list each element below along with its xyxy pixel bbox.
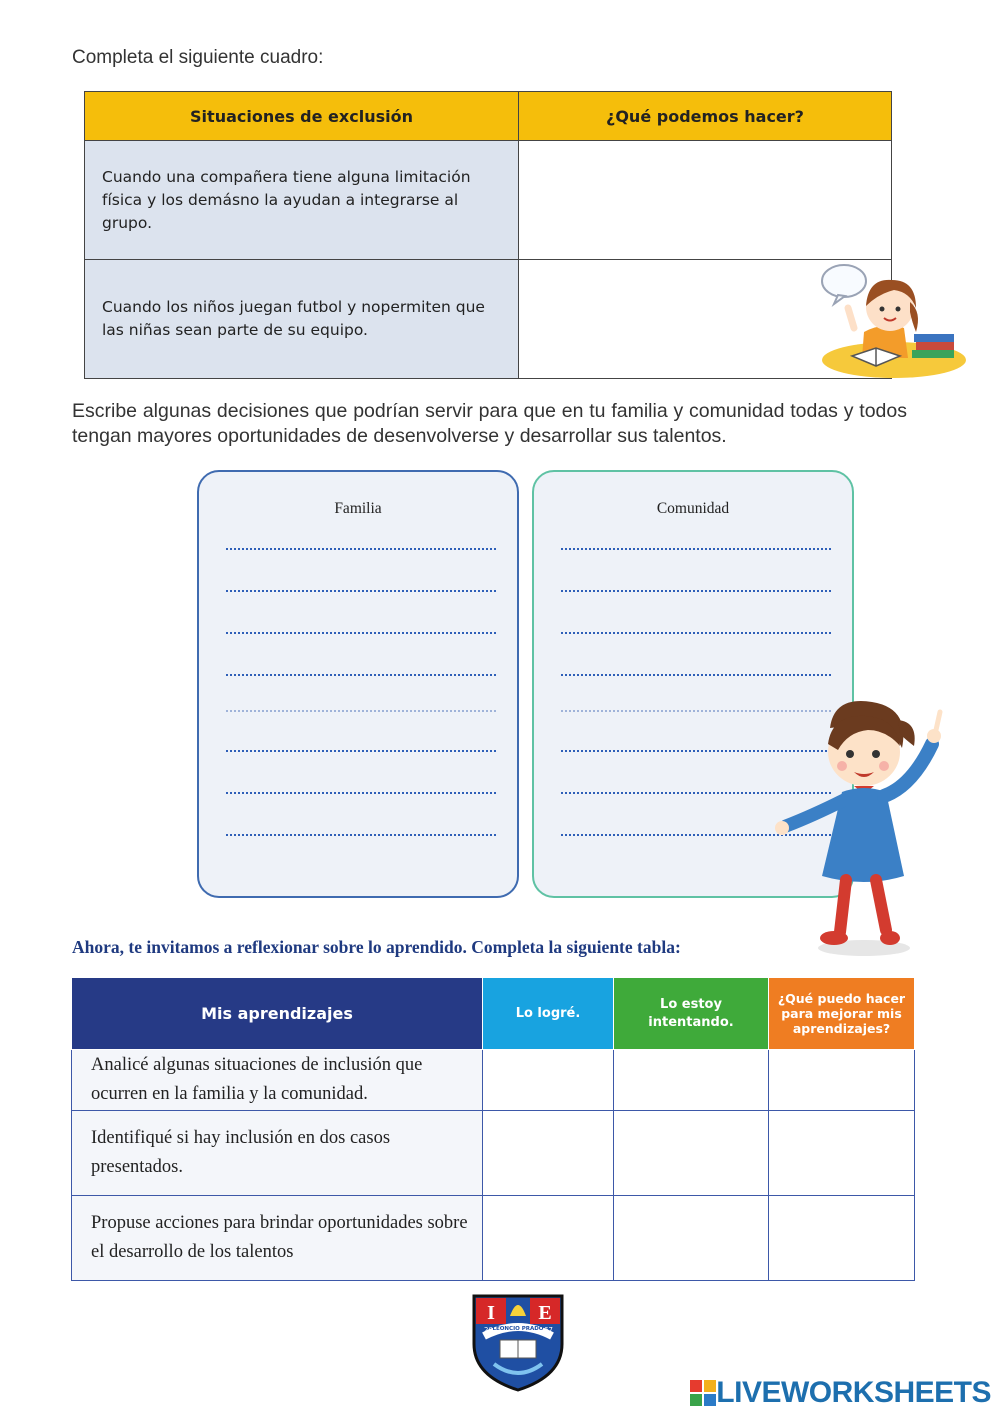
learning-item-1: Analicé algunas situaciones de inclusión que ocurren en la familia y la comunidad. [72, 1050, 483, 1111]
improve-cell-1[interactable] [769, 1050, 915, 1111]
trying-cell-3[interactable] [614, 1196, 769, 1281]
exclusion-table [84, 91, 892, 379]
family-line-5[interactable] [226, 710, 496, 712]
family-title: Familia [334, 500, 382, 517]
instruction-complete-table: Completa el siguiente cuadro: [72, 47, 324, 68]
header-improve: ¿Qué puedo hacer para mejorar mis aprendizajes? [769, 978, 915, 1050]
crest-year-right: 67 [544, 1326, 553, 1334]
answer-field-1[interactable] [519, 141, 892, 260]
liveworksheets-watermark [690, 1376, 991, 1410]
crest-year-left: 20 [484, 1326, 493, 1334]
situation-1: Cuando una compañera tiene alguna limitación física y los demásno la ayudan a integrarse al grupo. [85, 141, 519, 260]
instruction-decisions: Escribe algunas decisiones que podrían servir para que en tu familia y comunidad todas y todos tengan mayores oportunidades de desenvolverse y desarrollar sus talentos. [72, 400, 907, 447]
family-line-8[interactable] [226, 834, 496, 836]
family-line-2[interactable] [226, 590, 496, 592]
girl-with-books-illustration [812, 262, 972, 386]
achieved-cell-3[interactable] [483, 1196, 614, 1281]
liveworksheets-icon [690, 1380, 716, 1406]
family-line-6[interactable] [226, 750, 496, 752]
family-box [197, 470, 519, 898]
community-line-1[interactable] [561, 548, 831, 550]
liveworksheets-text: LIVEWORKSHEETS [716, 1376, 991, 1409]
family-line-3[interactable] [226, 632, 496, 634]
crest-letter-right: E [538, 1302, 552, 1324]
instruction-reflect: Ahora, te invitamos a reflexionar sobre lo aprendido. Completa la siguiente tabla: [72, 937, 681, 957]
family-line-1[interactable] [226, 548, 496, 550]
community-line-2[interactable] [561, 590, 831, 592]
trying-cell-1[interactable] [614, 1050, 769, 1111]
learning-table [71, 977, 915, 1281]
improve-cell-3[interactable] [769, 1196, 915, 1281]
community-line-4[interactable] [561, 674, 831, 676]
community-line-3[interactable] [561, 632, 831, 634]
header-exclusion-situations: Situaciones de exclusión [85, 92, 519, 141]
header-trying: Lo estoy intentando. [614, 978, 769, 1050]
family-line-7[interactable] [226, 792, 496, 794]
learning-item-3: Propuse acciones para brindar oportunidades sobre el desarrollo de los talentos [72, 1196, 483, 1281]
crest-letter-left: I [487, 1302, 495, 1324]
header-my-learning: Mis aprendizajes [72, 978, 483, 1050]
girl-pointing-illustration [772, 700, 952, 962]
crest-name: LEONCIO PRADO [492, 1326, 544, 1332]
situation-2: Cuando los niños juegan futbol y nopermiten que las niñas sean parte de su equipo. [85, 260, 519, 379]
community-title: Comunidad [656, 500, 730, 517]
trying-cell-2[interactable] [614, 1111, 769, 1196]
achieved-cell-2[interactable] [483, 1111, 614, 1196]
header-what-can-we-do: ¿Qué podemos hacer? [519, 92, 892, 141]
header-achieved: Lo logré. [483, 978, 614, 1050]
achieved-cell-1[interactable] [483, 1050, 614, 1111]
learning-item-2: Identifiqué si hay inclusión en dos casos presentados. [72, 1111, 483, 1196]
improve-cell-2[interactable] [769, 1111, 915, 1196]
school-crest-logo [470, 1292, 566, 1392]
family-line-4[interactable] [226, 674, 496, 676]
